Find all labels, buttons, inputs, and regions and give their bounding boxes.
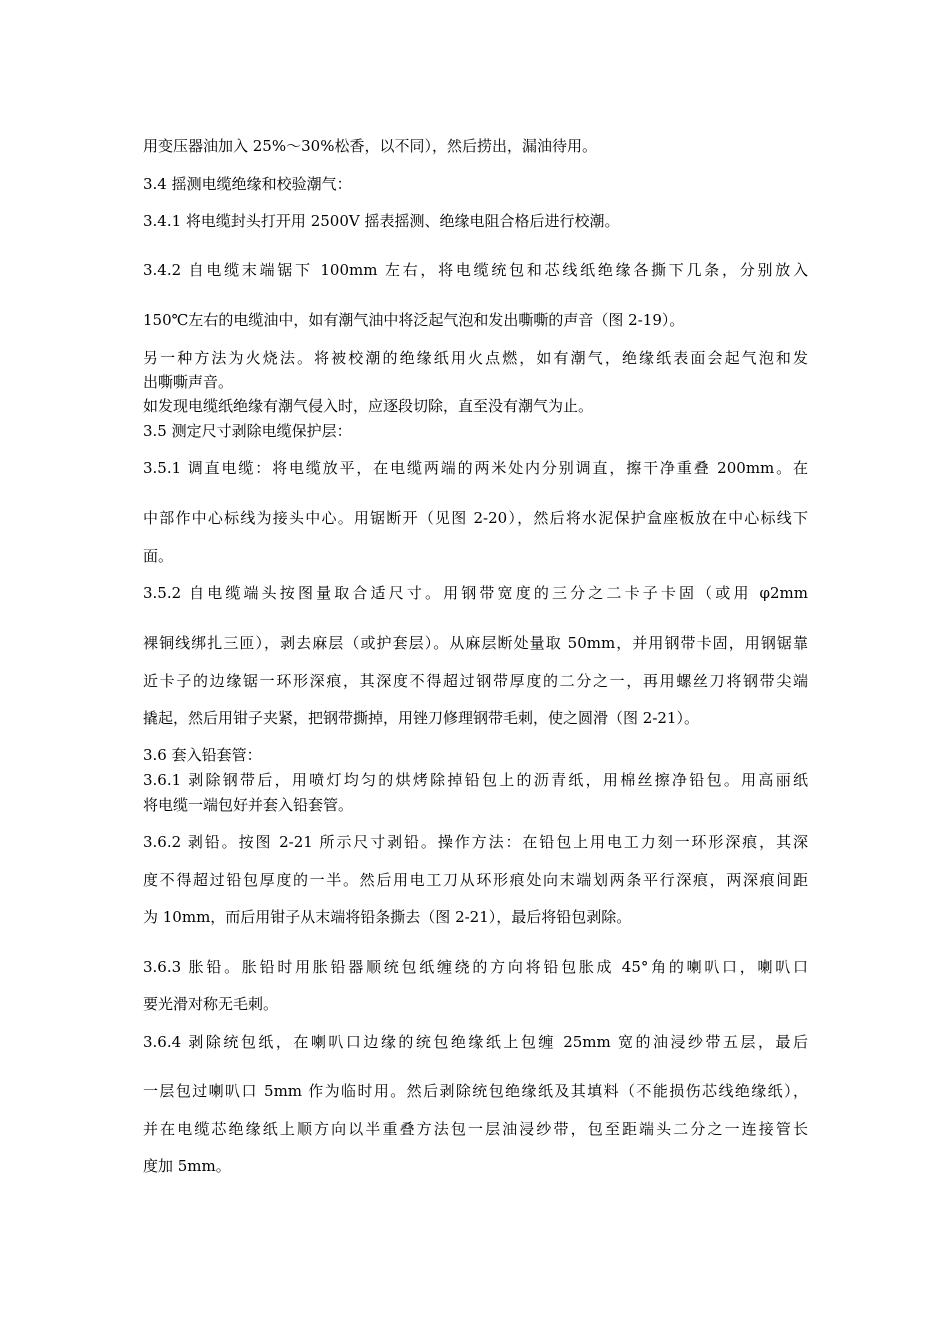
text-line: 为 10mm，而后用钳子从末端将铅条撕去（图 2-21），最后将铅包剥除。 [143, 908, 632, 926]
text-line: 面。 [143, 547, 174, 565]
section-heading: 3.5 测定尺寸剥除电缆保护层： [143, 422, 352, 440]
text-line: 用变压器油加入 25%～30%松香，以不同），然后捞出，漏油待用。 [143, 137, 597, 155]
text-line: 3.4.2 自电缆末端锯下 100mm 左右，将电缆统包和芯线纸绝缘各撕下几条，分别放入 [143, 261, 808, 279]
section-heading: 3.4 摇测电缆绝缘和校验潮气： [143, 175, 352, 193]
text-line: 度加 5mm。 [143, 1157, 231, 1175]
text-line: 如发现电缆纸绝缘有潮气侵入时，应逐段切除，直至没有潮气为止。 [143, 397, 594, 415]
text-line: 3.4.1 将电缆封头打开用 2500V 摇表摇测、绝缘电阻合格后进行校潮。 [143, 212, 620, 230]
text-line: 度不得超过铅包厚度的一半。然后用电工刀从环形痕处向末端划两条平行深痕，两深痕间距 [143, 871, 808, 889]
text-line: 裸铜线绑扎三匝），剥去麻层（或护套层）。从麻层断处量取 50mm，并用钢带卡固，用钢锯靠 [143, 634, 808, 652]
text-line: 150℃左右的电缆油中，如有潮气油中将泛起气泡和发出嘶嘶的声音（图 2-19）。 [143, 311, 685, 329]
text-line: 3.6.1 剥除钢带后，用喷灯均匀的烘烤除掉铅包上的沥青纸，用棉丝擦净铅包。用高丽纸 [143, 771, 808, 789]
section-heading: 3.6 套入铅套管： [143, 746, 262, 764]
text-line: 撬起，然后用钳子夹紧，把钢带撕掉，用锉刀修理钢带毛刺，使之圆滑（图 2-21）。 [143, 709, 699, 727]
text-line: 中部作中心标线为接头中心。用锯断开（见图 2-20），然后将水泥保护盒座板放在中心标线下 [143, 509, 808, 527]
text-line: 并在电缆芯绝缘纸上顺方向以半重叠方法包一层油浸纱带，包至距端头二分之一连接管长 [143, 1120, 808, 1138]
text-line: 3.6.2 剥铅。按图 2-21 所示尺寸剥铅。操作方法：在铅包上用电工力刻一环形深痕，其深 [143, 833, 808, 851]
text-line: 3.6.4 剥除统包纸，在喇叭口边缘的统包绝缘纸上包缠 25mm 宽的油浸纱带五层，最后 [143, 1033, 808, 1051]
text-line: 将电缆一端包好并套入铅套管。 [143, 796, 354, 814]
text-line: 出嘶嘶声音。 [143, 373, 234, 391]
text-line: 3.5.1 调直电缆：将电缆放平，在电缆两端的两米处内分别调直，擦干净重叠 200mm。在 [143, 459, 808, 477]
text-line: 3.6.3 胀铅。胀铅时用胀铅器顺统包纸缠绕的方向将铅包胀成 45°角的喇叭口，喇叭口 [143, 958, 808, 976]
text-line: 另一种方法为火烧法。将被校潮的绝缘纸用火点燃，如有潮气，绝缘纸表面会起气泡和发 [143, 349, 808, 367]
text-line: 3.5.2 自电缆端头按图量取合适尺寸。用钢带宽度的三分之二卡子卡固（或用 φ2mm [143, 584, 808, 602]
text-line: 一层包过喇叭口 5mm 作为临时用。然后剥除统包绝缘纸及其填料（不能损伤芯线绝缘纸）， [143, 1082, 808, 1100]
text-line: 近卡子的边缘锯一环形深痕，其深度不得超过钢带厚度的二分之一，再用螺丝刀将钢带尖端 [143, 672, 808, 690]
text-line: 要光滑对称无毛刺。 [143, 995, 279, 1013]
